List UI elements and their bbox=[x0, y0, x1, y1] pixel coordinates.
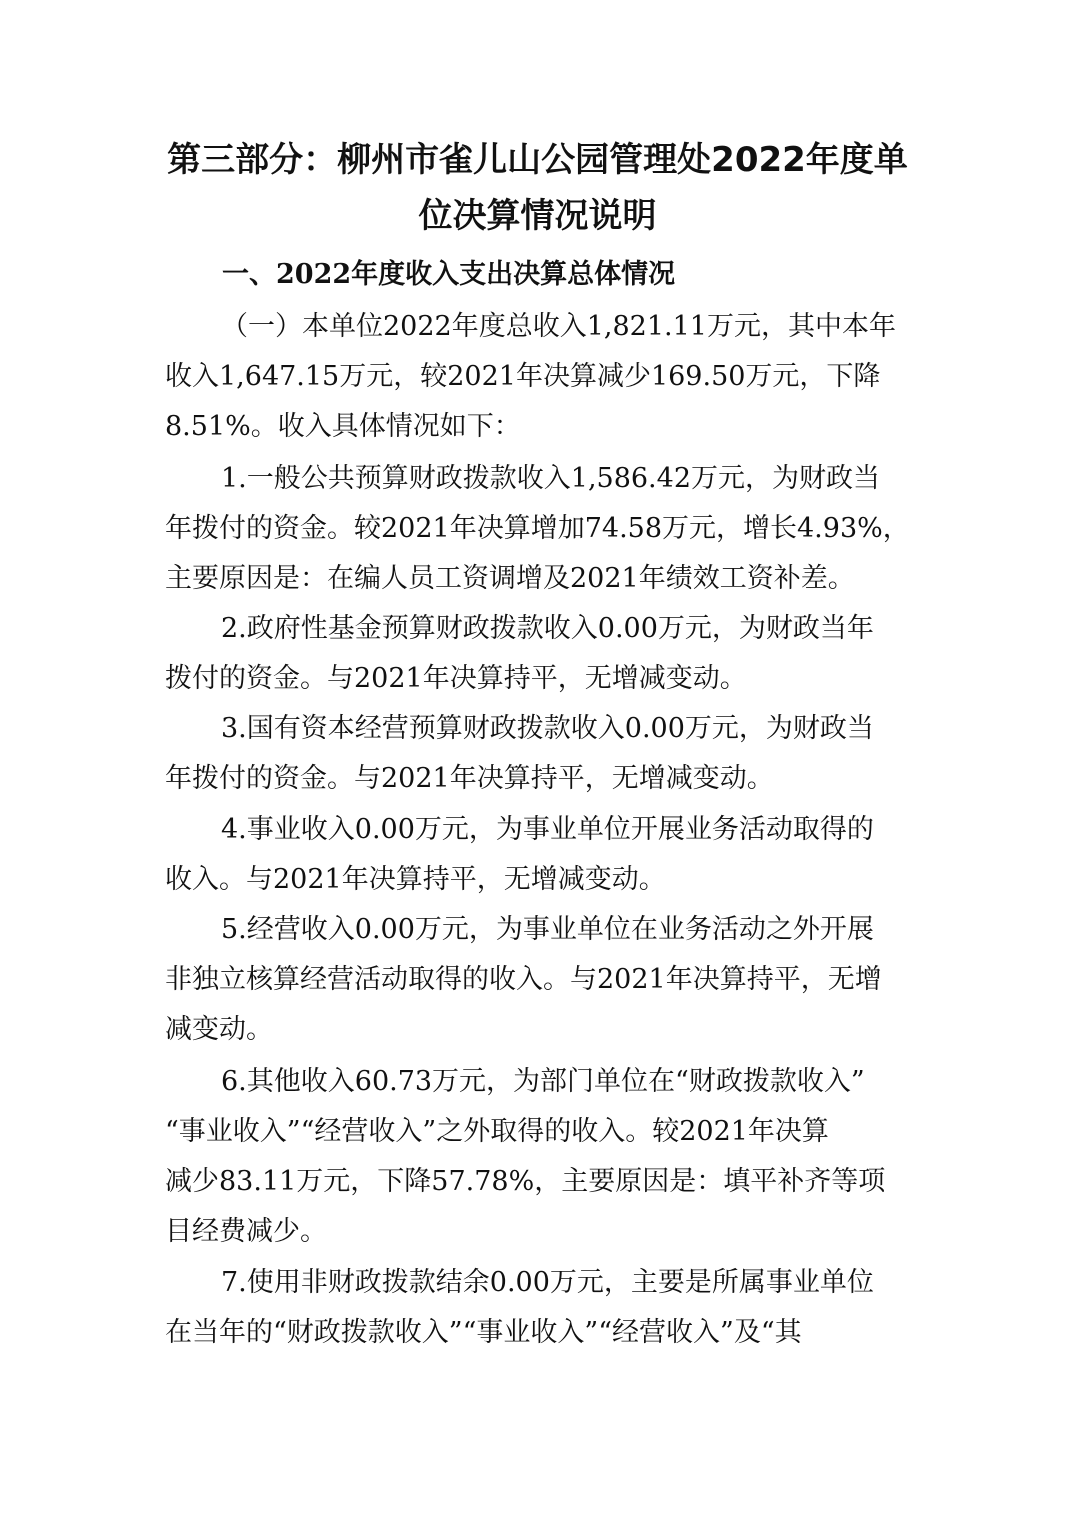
paragraph-line: 减少83.11万元，下降57.78%，主要原因是：填平补齐等项 bbox=[165, 1166, 886, 1197]
paragraph-line: 5.经营收入0.00万元，为事业单位在业务活动之外开展 bbox=[221, 914, 874, 945]
paragraph-4 bbox=[165, 704, 915, 804]
paragraph-6 bbox=[165, 905, 915, 1055]
paragraph-line: 减变动。 bbox=[165, 1014, 273, 1045]
paragraph-line: 7.使用非财政拨款结余0.00万元，主要是所属事业单位 bbox=[221, 1267, 874, 1298]
paragraph-line: 2.政府性基金预算财政拨款收入0.00万元，为财政当年 bbox=[221, 613, 874, 644]
paragraph-line: 拨付的资金。与2021年决算持平，无增减变动。 bbox=[165, 663, 747, 694]
paragraph-line: 收入1,647.15万元，较2021年决算减少169.50万元，下降 bbox=[165, 361, 881, 392]
paragraph-3 bbox=[165, 604, 915, 704]
paragraph-line: 年拨付的资金。与2021年决算持平，无增减变动。 bbox=[165, 763, 774, 794]
paragraph-line: 非独立核算经营活动取得的收入。与2021年决算持平，无增 bbox=[165, 964, 882, 995]
paragraph-8 bbox=[165, 1258, 915, 1358]
paragraph-line: 4.事业收入0.00万元，为事业单位开展业务活动取得的 bbox=[221, 814, 874, 845]
paragraph-5 bbox=[165, 805, 915, 905]
paragraph-line: 主要原因是：在编人员工资调增及2021年绩效工资补差。 bbox=[165, 563, 855, 594]
title-line-2: 位决算情况说明 bbox=[418, 196, 657, 236]
paragraph-1 bbox=[165, 302, 915, 452]
paragraph-line: 收入。与2021年决算持平，无增减变动。 bbox=[165, 864, 666, 895]
paragraph-line: “事业收入”“经营收入”之外取得的收入。较2021年决算 bbox=[165, 1116, 829, 1147]
paragraph-7 bbox=[165, 1057, 915, 1257]
section-heading: 一、2022年度收入支出决算总体情况 bbox=[222, 259, 676, 290]
paragraph-line: 年拨付的资金。较2021年决算增加74.58万元，增长4.93%， bbox=[165, 513, 910, 544]
paragraph-line: 在当年的“财政拨款收入”“事业收入”“经营收入”及“其 bbox=[165, 1317, 802, 1348]
paragraph-line: 8.51%。收入具体情况如下： bbox=[165, 411, 521, 442]
title-line-1: 第三部分：柳州市雀儿山公园管理处2022年度单 bbox=[167, 140, 908, 180]
paragraph-line: 3.国有资本经营预算财政拨款收入0.00万元，为财政当 bbox=[221, 713, 874, 744]
paragraph-line: （一）本单位2022年度总收入1,821.11万元，其中本年 bbox=[221, 311, 896, 342]
paragraph-line: 6.其他收入60.73万元，为部门单位在“财政拨款收入” bbox=[221, 1066, 865, 1097]
document-title bbox=[160, 132, 915, 244]
paragraph-line: 1.一般公共预算财政拨款收入1,586.42万元，为财政当 bbox=[221, 463, 880, 494]
paragraph-2 bbox=[165, 454, 915, 604]
paragraph-line: 目经费减少。 bbox=[165, 1216, 327, 1247]
